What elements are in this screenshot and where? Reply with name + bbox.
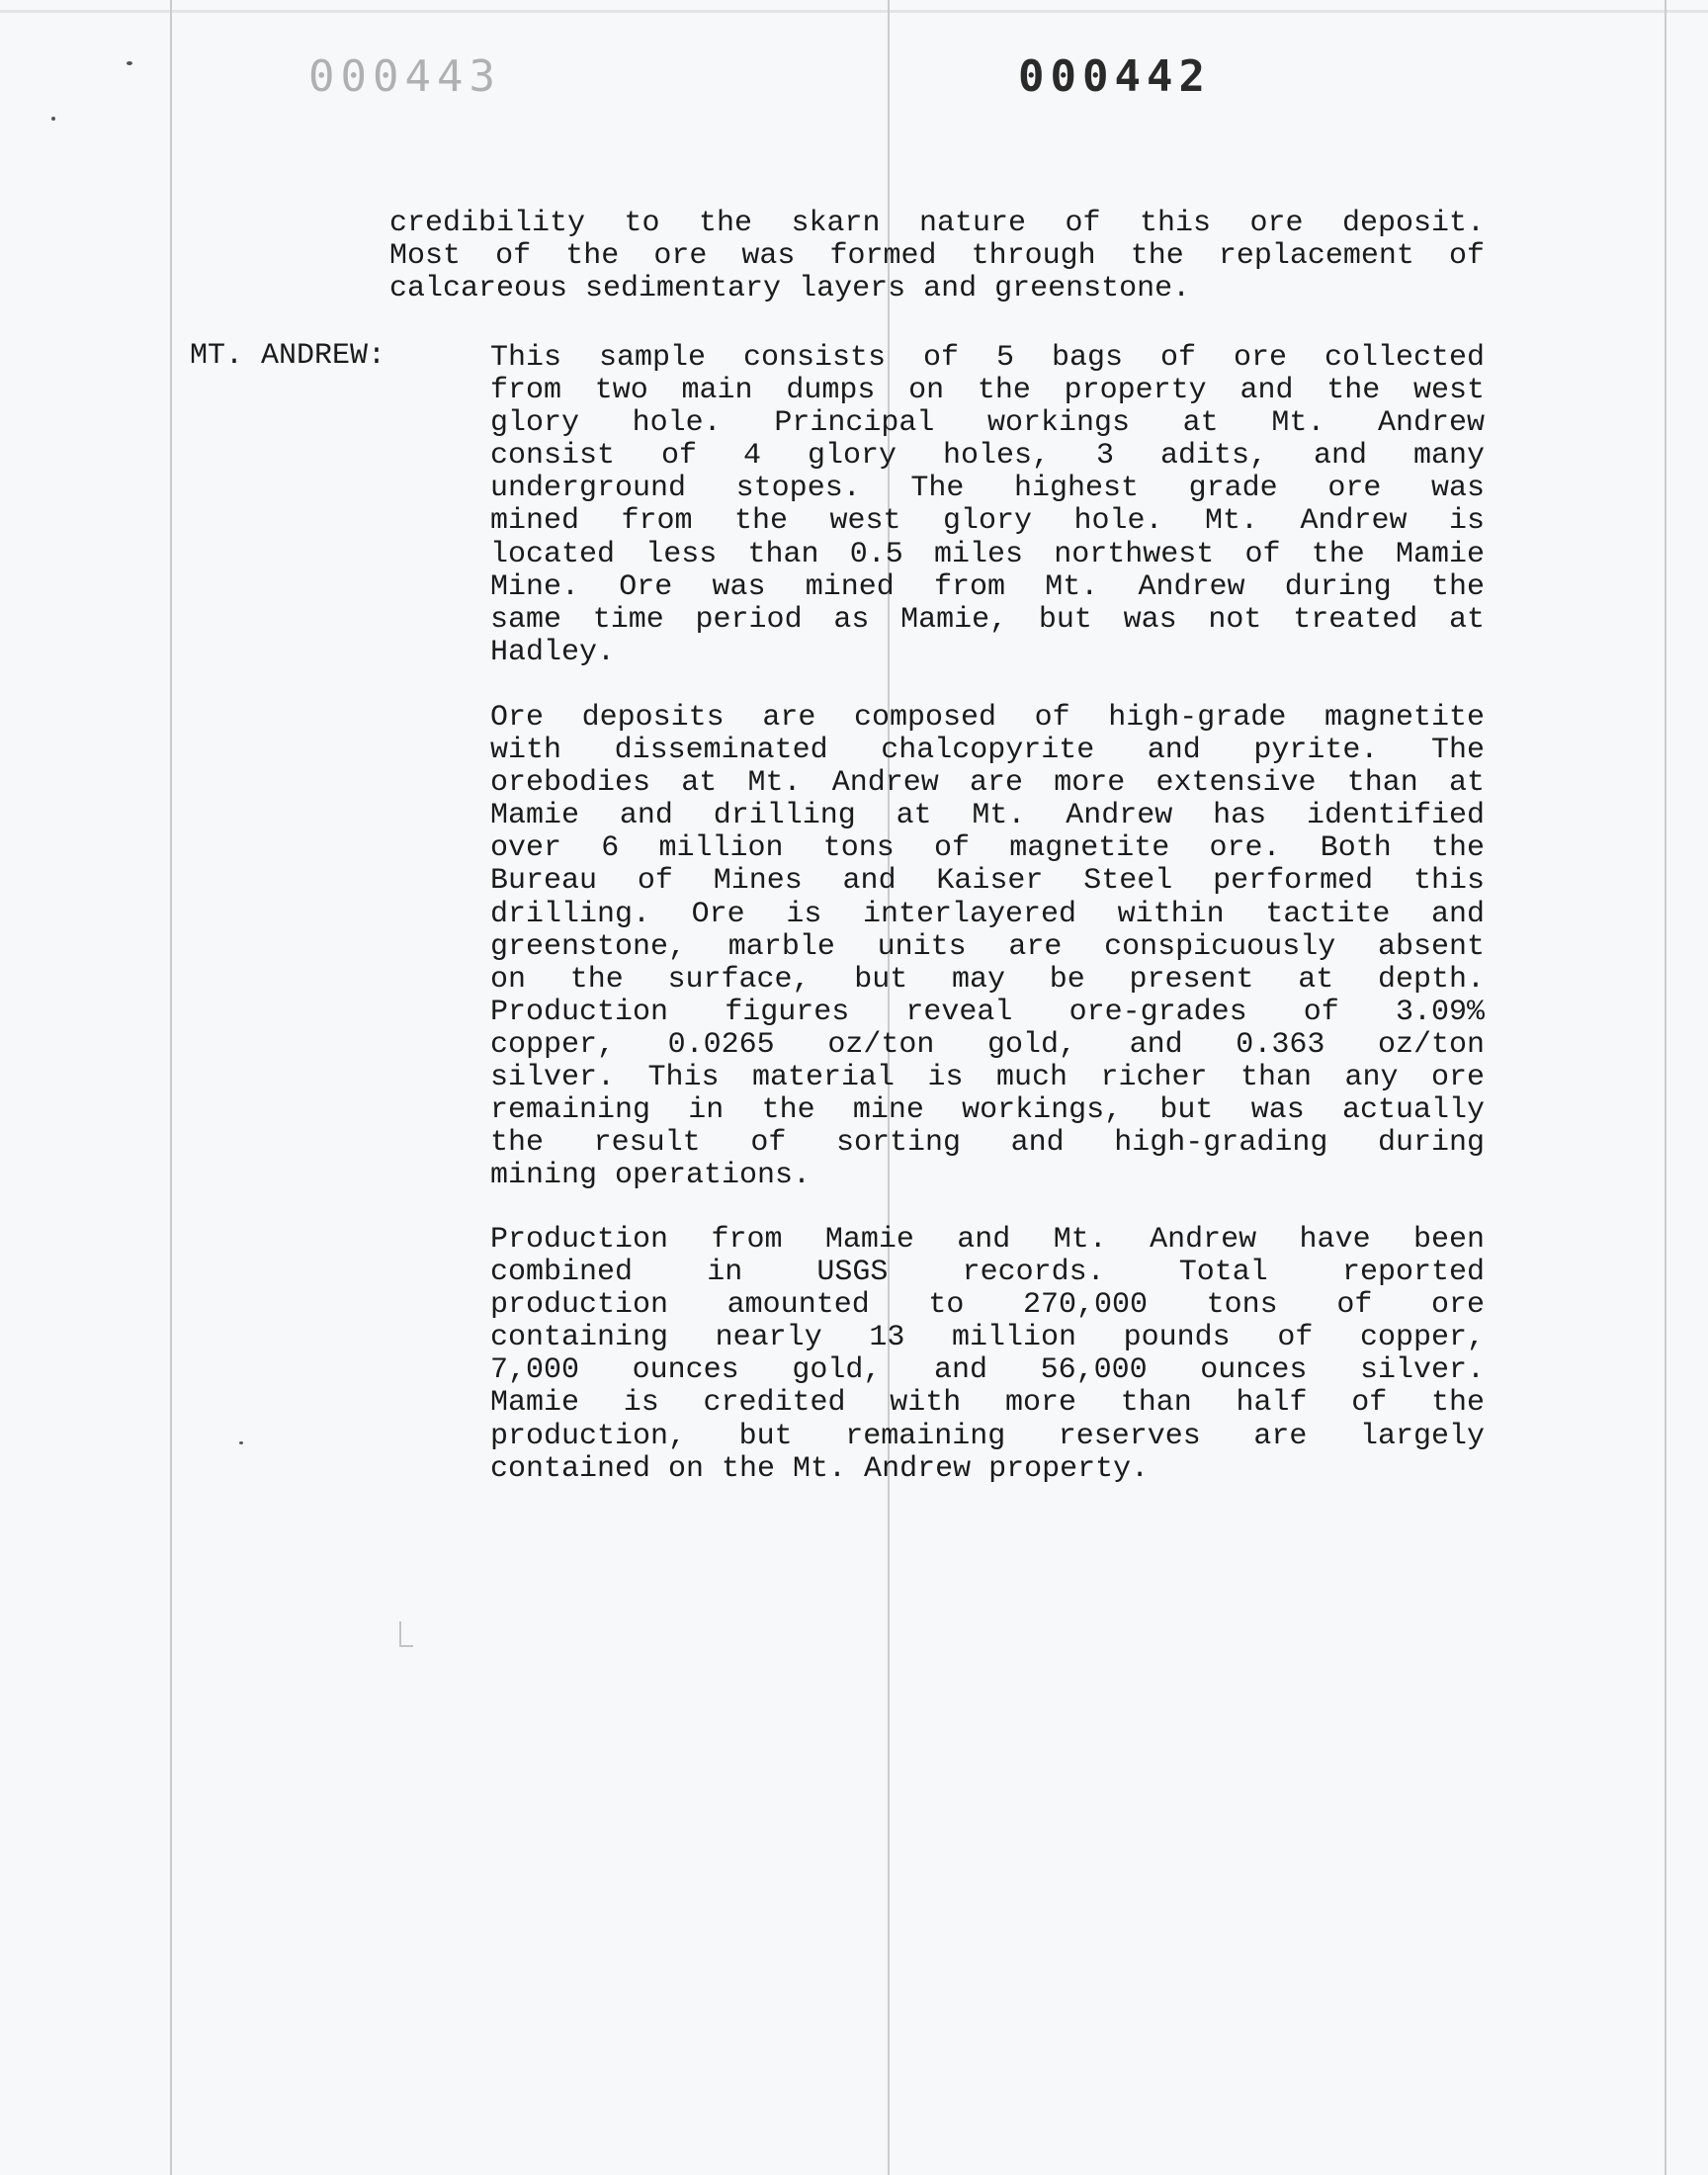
text-line: calcareous sedimentary layers and greenstone. (389, 272, 1191, 306)
paragraph-sample-description (490, 342, 1485, 669)
scan-edge (0, 10, 1708, 13)
text-line: combined in USGS records. Total reported (490, 1256, 1485, 1290)
text-line: with disseminated chalcopyrite and pyrite. The (490, 734, 1485, 768)
text-line: mining operations. (490, 1159, 811, 1193)
text-line: Mamie and drilling at Mt. Andrew has identified (490, 799, 1485, 833)
margin-mark (399, 1621, 413, 1647)
text-line: Production from Mamie and Mt. Andrew have been (490, 1223, 1485, 1257)
text-line: from two main dumps on the property and the west (490, 374, 1485, 408)
text-line: Mine. Ore was mined from Mt. Andrew during the (490, 569, 1485, 604)
intro-paragraph (389, 208, 1485, 305)
text-line: on the surface, but may be present at depth. (490, 962, 1485, 997)
text-line: Bureau of Mines and Kaiser Steel performed this (490, 864, 1485, 899)
page-number-stamp: 000442 (1018, 51, 1211, 102)
text-line: containing nearly 13 million pounds of copper, (490, 1321, 1485, 1355)
section-heading: MT. ANDREW: (190, 339, 386, 373)
text-line: glory hole. Principal workings at Mt. Andrew (490, 406, 1485, 441)
scan-speck (127, 61, 132, 65)
text-line: Ore deposits are composed of high-grade magnetite (490, 701, 1485, 735)
text-line: underground stopes. The highest grade ore was (490, 472, 1485, 506)
text-line: orebodies at Mt. Andrew are more extensive than at (490, 766, 1485, 801)
text-line: copper, 0.0265 oz/ton gold, and 0.363 oz/ton (490, 1027, 1485, 1062)
text-line: mined from the west glory hole. Mt. Andrew is (490, 504, 1485, 539)
text-line: located less than 0.5 miles northwest of the Mamie (490, 537, 1485, 571)
text-line: Mamie is credited with more than half of the (490, 1386, 1485, 1421)
text-line: Hadley. (490, 635, 616, 669)
text-line: remaining in the mine workings, but was actually (490, 1093, 1485, 1128)
text-line: credibility to the skarn nature of this ore deposit. (389, 207, 1485, 240)
text-line: contained on the Mt. Andrew property. (490, 1451, 1150, 1486)
bleed-through-page-number: 000443 (308, 51, 501, 102)
text-line: silver. This material is much richer than any ore (490, 1061, 1485, 1095)
text-line: production, but remaining reserves are largely (490, 1419, 1485, 1453)
text-line: same time period as Mamie, but was not treated at (490, 602, 1485, 637)
scan-fold-line-right (1665, 0, 1666, 2175)
text-line: production amounted to 270,000 tons of ore (490, 1288, 1485, 1323)
text-line: drilling. Ore is interlayered within tactite and (490, 897, 1485, 931)
text-line: Most of the ore was formed through the replacement of (389, 239, 1485, 274)
scan-fold-line-left (170, 0, 172, 2175)
text-line: greenstone, marble units are conspicuously absent (490, 929, 1485, 964)
text-line: the result of sorting and high-grading during (490, 1126, 1485, 1161)
paragraph-production (490, 1224, 1485, 1486)
text-line: over 6 million tons of magnetite ore. Both the (490, 831, 1485, 866)
scan-speck (239, 1441, 243, 1444)
text-line: 7,000 ounces gold, and 56,000 ounces silver. (490, 1353, 1485, 1388)
text-line: This sample consists of 5 bags of ore collected (490, 341, 1485, 375)
scan-speck (51, 117, 55, 121)
paragraph-ore-deposits (490, 702, 1485, 1192)
text-line: Production figures reveal ore-grades of 3.09% (490, 995, 1485, 1029)
text-line: consist of 4 glory holes, 3 adits, and many (490, 439, 1485, 474)
